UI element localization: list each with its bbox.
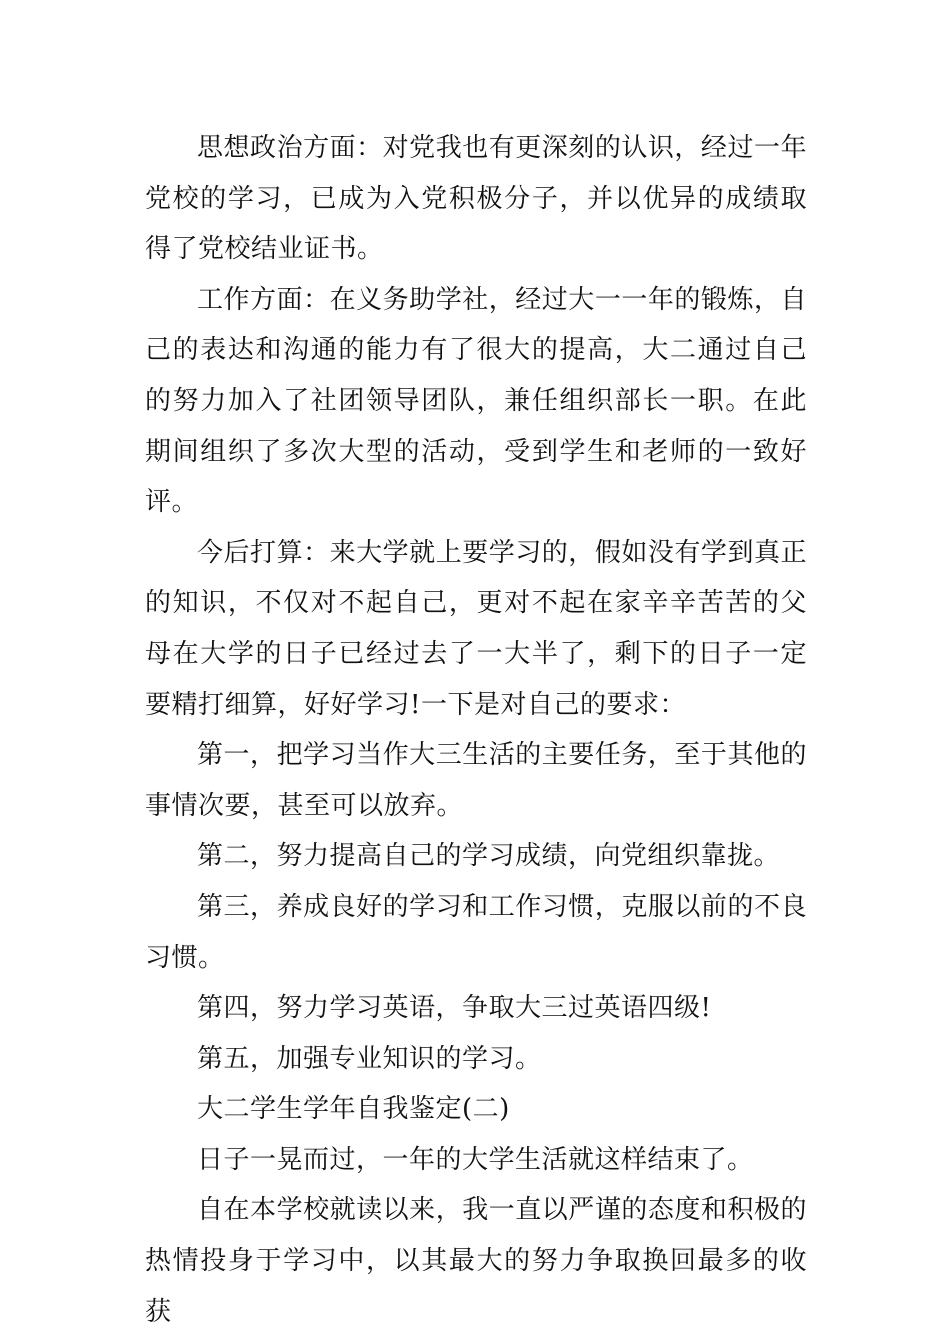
paragraph-item-1: 第一，把学习当作大三生活的主要任务，至于其他的事情次要，甚至可以放弃。: [145, 740, 807, 821]
paragraph-plans: 今后打算：来大学就上要学习的，假如没有学到真正的知识，不仅对不起自己，更对不起在家辛辛苦苦的父母在大学的日子已经过去了一大半了，剩下的日子一定要精打细算，好好学习!一下是对自己的要求：: [145, 537, 807, 720]
section-heading: 大二学生学年自我鉴定(二): [197, 1094, 510, 1125]
paragraph-item-5: 第五，加强专业知识的学习。: [197, 1043, 542, 1074]
paragraph-item-4: 第四，努力学习英语，争取大三过英语四级!: [197, 993, 712, 1024]
paragraph-study: 自在本学校就读以来，我一直以严谨的态度和积极的热情投身于学习中，以其最大的努力争取换回最多的收获: [145, 1195, 807, 1327]
document-body: [145, 123, 807, 1337]
paragraph-work: 工作方面：在义务助学社，经过大一一年的锻炼，自己的表达和沟通的能力有了很大的提高，大二通过自己的努力加入了社团领导团队，兼任组织部长一职。在此期间组织了多次大型的活动，受到学生和老师的一致好评。: [145, 284, 807, 518]
paragraph-political: 思想政治方面：对党我也有更深刻的认识，经过一年党校的学习，已成为入党积极分子，并以优异的成绩取得了党校结业证书。: [145, 133, 807, 265]
paragraph-item-2: 第二，努力提高自己的学习成绩，向党组织靠拢。: [197, 841, 781, 872]
paragraph-intro: 日子一晃而过，一年的大学生活就这样结束了。: [197, 1144, 754, 1175]
paragraph-item-3: 第三，养成良好的学习和工作习惯，克服以前的不良习惯。: [145, 891, 807, 973]
